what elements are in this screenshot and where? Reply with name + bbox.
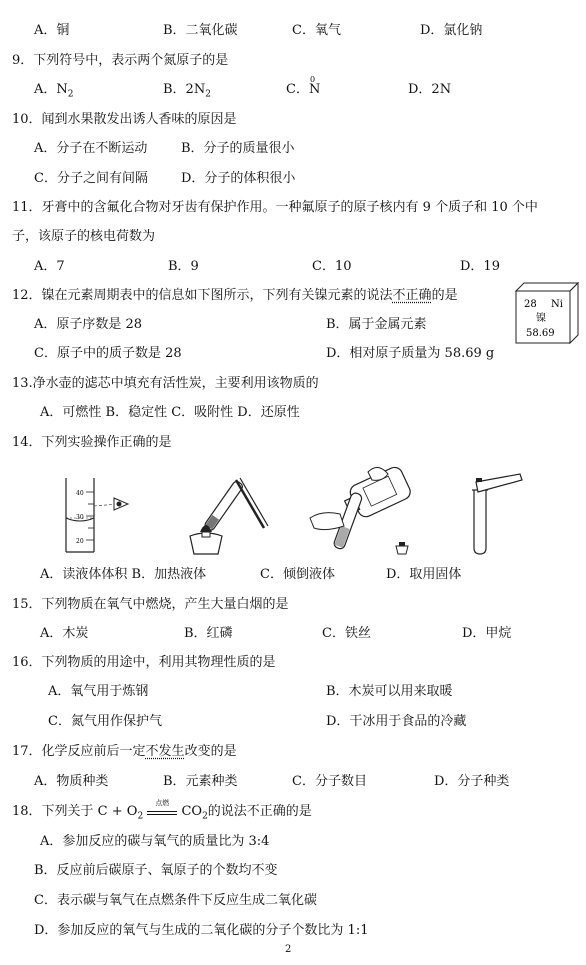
q17-emphasis: 不发生 [145, 744, 185, 759]
q18-option-b: B．反应前后碳原子、氧原子的个数均不变 [34, 863, 278, 878]
q15-option-b: B．红磷 [184, 626, 233, 641]
q12-option-b: B．属于金属元素 [326, 317, 427, 332]
tile-symbol: Ni [551, 299, 563, 310]
q18-stem: 18．下列关于 $C + O_2$ 点燃 $CO_2$的说法不正确的是 [12, 803, 312, 826]
bottle-stopper [396, 546, 408, 554]
q14-options-ab: A．读液体体积 B．加热液体 [40, 567, 207, 582]
q11-option-c: C．10 [312, 259, 352, 274]
reaction-arrow [147, 799, 177, 815]
q10-option-a: A．分子在不断运动 [34, 141, 148, 156]
q15-stem: 15．下列物质在氧气中燃烧，产生大量白烟的是 [12, 597, 289, 612]
nickel-element-tile [514, 281, 580, 347]
q9-valence-symbol: 0 N [308, 75, 321, 97]
q9-stem: 9．下列符号中，表示两个氮原子的是 [12, 53, 229, 68]
q11-option-d: D．19 [460, 259, 500, 274]
q9-option-c: C． 0 N [286, 75, 321, 97]
scale-label-20: 20 [76, 538, 84, 545]
q18-option-d: D．参加反应的氧气与生成的二氧化碳的分子个数比为 1:1 [34, 923, 369, 938]
q12-option-c: C．原子中的质子数是 28 [34, 346, 182, 361]
q10-option-d: D．分子的体积很小 [181, 171, 296, 186]
page-number: 2 [285, 944, 292, 955]
fig-pour-liquid [296, 462, 416, 560]
q13-stem: 13.净水壶的滤芯中填充有活性炭，主要利用该物质的 [12, 376, 319, 391]
q9-option-d: D．2N [408, 82, 452, 97]
q17-stem: 17．化学反应前后一定不发生改变的是 [12, 744, 237, 759]
scale-label-30: 30 [76, 514, 84, 521]
fig-read-volume [56, 474, 136, 556]
q18-option-a: A．参加反应的碳与氧气的质量比为 3:4 [40, 834, 270, 849]
medicine-spoon [476, 474, 522, 492]
q16-option-b: B．木炭可以用来取暖 [326, 684, 453, 699]
q17-option-d: D．分子种类 [434, 774, 510, 789]
tile-side-face [570, 283, 578, 343]
q12-emphasis: 不正确 [392, 288, 432, 303]
q11-stem-line2: 子，该原子的核电荷数为 [12, 229, 156, 244]
q17-option-a: A．物质种类 [34, 774, 109, 789]
q16-option-c: C．氮气用作保护气 [48, 714, 162, 729]
q17-option-c: C．分子数目 [292, 774, 367, 789]
q10-stem: 10．闻到水果散发出诱人香味的原因是 [12, 112, 237, 127]
q9-option-b: B．$2N_2$ [163, 82, 211, 100]
reaction-condition: 点燃 [155, 799, 170, 807]
q16-stem: 16．下列物质的用途中，利用其物理性质的是 [12, 655, 276, 670]
q11-stem-line1: 11．牙膏中的含氟化合物对牙齿有保护作用。一种氟原子的原子核内有 9 个质子和 10 个中 [12, 200, 538, 215]
q13-options: A．可燃性 B．稳定性 C．吸附性 D．还原性 [40, 405, 300, 420]
q15-option-d: D．甲烷 [462, 626, 512, 641]
q10-option-b: B．分子的质量很小 [181, 141, 295, 156]
q18-option-c: C．表示碳与氧气在点燃条件下反应生成二氧化碳 [34, 893, 317, 908]
test-tube-holder [236, 480, 264, 528]
q14-option-c: C．倾倒液体 [260, 567, 335, 582]
tile-mass: 58.69 [526, 328, 555, 339]
fig-heat-liquid [178, 474, 270, 558]
q14-option-d: D．取用固体 [386, 567, 462, 582]
q12-option-d: D．相对原子质量为 58.69 g [326, 346, 495, 361]
q16-option-d: D．干冰用于食品的冷藏 [326, 714, 467, 729]
q15-option-c: C．铁丝 [322, 626, 371, 641]
q11-option-a: A．7 [34, 259, 65, 274]
tile-name: 镍 [536, 313, 546, 324]
q8-option-d: D．氯化钠 [420, 23, 483, 38]
q12-option-a: A．原子序数是 28 [34, 317, 143, 332]
fig-take-solid [458, 468, 528, 556]
q14-stem: 14．下列实验操作正确的是 [12, 435, 172, 450]
tile-top-face [516, 283, 578, 291]
hand-icon [310, 513, 344, 530]
tile-atomic-number: 28 [524, 299, 537, 310]
q9-option-a: A．$N_2$ [34, 82, 74, 100]
scale-label-40: 40 [76, 490, 84, 497]
upright-test-tube [474, 490, 486, 554]
q8-option-c: C．氧气 [292, 23, 341, 38]
q8-option-a: A．铜 [34, 23, 70, 38]
q16-option-a: A．氧气用于炼钢 [48, 684, 149, 699]
q12-stem: 12．镍在元素周期表中的信息如下图所示，下列有关镍元素的说法不正确的是 [12, 288, 458, 303]
q10-option-c: C．分子之间有间隔 [34, 171, 148, 186]
q8-option-b: B．二氧化碳 [163, 23, 238, 38]
q11-option-b: B．9 [168, 259, 199, 274]
q17-option-b: B．元素种类 [163, 774, 238, 789]
q15-option-a: A．木炭 [40, 626, 89, 641]
